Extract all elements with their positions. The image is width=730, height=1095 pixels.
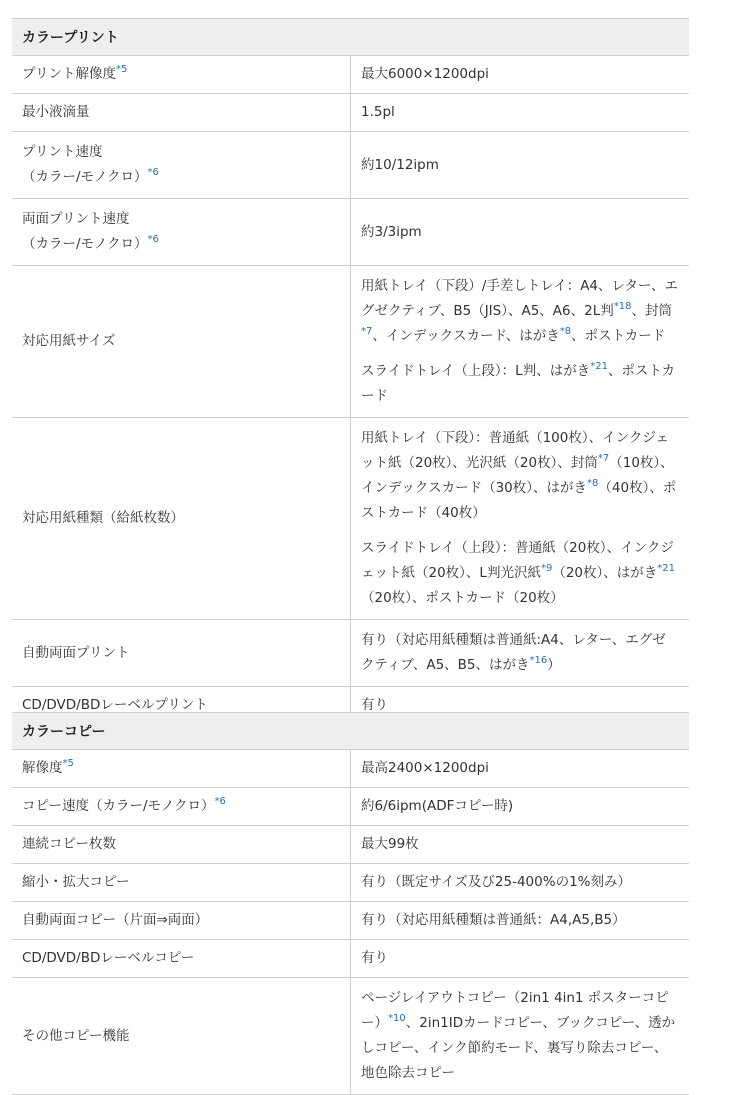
footnote-link[interactable]: *21 (590, 361, 608, 372)
table-row (12, 132, 689, 199)
footnote-link[interactable]: *21 (657, 563, 675, 574)
row-value: 最高2400×1200dpi (351, 750, 690, 788)
table-row (12, 978, 689, 1095)
row-label: コピー速度（カラー/モノクロ）$^{*6}$ (12, 788, 351, 826)
footnote-link[interactable]: *7 (361, 326, 373, 337)
section-header-color-print: カラープリント (12, 19, 689, 56)
table-row (12, 750, 689, 788)
value-paragraph: 用紙トレイ（下段）/手差しトレイ：A4、レター、エグゼクティブ、B5（JIS）、A5、A6、2L判$^{*18}$、封筒$^{*7}$、インデックスカード、はがき$^{*8}$、ポストカード (361, 278, 678, 344)
row-label: 最小液滴量 (12, 94, 351, 132)
row-value: 有り（対応用紙種類は普通紙：A4,A5,B5） (351, 902, 690, 940)
row-label: 自動両面コピー（片面⇒両面） (12, 902, 351, 940)
row-value: 有り（対応用紙種類は普通紙:A4、レター、エグゼクティブ、A5、B5、はがき$^{*16}$） (351, 620, 690, 687)
table-row (12, 94, 689, 132)
table-row (12, 826, 689, 864)
row-label (12, 132, 351, 199)
row-value: 約6/6ipm(ADFコピー時) (351, 788, 690, 826)
footnote-link[interactable]: *5 (115, 64, 128, 75)
footnote-link[interactable]: *9 (540, 563, 553, 574)
row-label-text: プリント解像度 (22, 66, 116, 82)
row-label-line: （カラー/モノクロ） (22, 236, 148, 252)
footnote-link[interactable]: *6 (147, 167, 159, 178)
row-label (12, 199, 351, 266)
row-label: 対応用紙種類（給紙枚数） (12, 418, 351, 620)
footnote-link[interactable]: *18 (613, 301, 632, 312)
row-label: 連続コピー枚数 (12, 826, 351, 864)
row-value: 有り（既定サイズ及び25-400%の1%刻み） (351, 864, 690, 902)
row-value: 約3/3ipm (351, 199, 690, 266)
row-value: 約10/12ipm (351, 132, 690, 199)
footnote-link[interactable]: *16 (529, 655, 548, 666)
row-label: CD/DVD/BDレーベルコピー (12, 940, 351, 978)
footnote-link[interactable]: *7 (597, 453, 610, 464)
table-row (12, 56, 689, 94)
row-label: 縮小・拡大コピー (12, 864, 351, 902)
row-label: 対応用紙サイズ (12, 266, 351, 418)
row-value: 最大6000×1200dpi (351, 56, 690, 94)
row-label (12, 56, 351, 94)
table-row (12, 199, 689, 266)
row-label: CD/DVD/BDレーベルプリント (12, 687, 351, 725)
section-header-row (12, 19, 689, 56)
row-value: 有り (351, 940, 690, 978)
row-value: 有り (351, 687, 690, 725)
row-label-line: プリント速度 (22, 144, 103, 160)
footnote-link[interactable]: *10 (388, 1013, 406, 1024)
table-row (12, 266, 689, 418)
table-row (12, 418, 689, 620)
value-paragraph: スライドトレイ（上段）：普通紙（20枚）、インクジェット紙（20枚）、L判光沢紙$^{*9}$（20枚）、はがき$^{*21}$（20枚）、ポストカード（20枚） (361, 540, 675, 606)
table-row (12, 940, 689, 978)
row-value (351, 418, 690, 620)
table-row (12, 864, 689, 902)
table-row (12, 788, 689, 826)
row-label: 自動両面プリント (12, 620, 351, 687)
footnote-link[interactable]: *8 (587, 478, 599, 489)
row-label: 解像度$^{*5}$ (12, 750, 351, 788)
footnote-link[interactable]: *5 (62, 758, 74, 769)
row-label-line: （カラー/モノクロ） (22, 169, 148, 185)
color-copy-spec-table (12, 712, 689, 1095)
value-paragraph: 用紙トレイ（下段）：普通紙（100枚）、インクジェット紙（20枚）、光沢紙（20枚）、封筒$^{*7}$（10枚）、インデックスカード（30枚）、はがき$^{*8}$（40枚）、ポストカード（40枚） (361, 430, 677, 521)
row-value: 最大99枚 (351, 826, 690, 864)
row-value (351, 266, 690, 418)
color-print-spec-table (12, 18, 689, 725)
footnote-link[interactable]: *6 (214, 796, 226, 807)
row-value: 1.5pl (351, 94, 690, 132)
value-paragraph: スライドトレイ（上段）：L判、はがき$^{*21}$、ポストカード (361, 361, 676, 404)
section-header-color-copy: カラーコピー (12, 713, 689, 750)
row-label: その他コピー機能 (12, 978, 351, 1095)
row-label-line: 両面プリント速度 (22, 211, 130, 227)
footnote-link[interactable]: *8 (559, 326, 572, 337)
row-value: ページレイアウトコピー（2in1 4in1 ポスターコピー）$^{*10}$、2in1IDカードコピー、ブックコピー、透かしコピー、インク節約モード、裏写り除去コピー、地色除去コピー (351, 978, 690, 1095)
table-row (12, 620, 689, 687)
footnote-link[interactable]: *6 (147, 234, 159, 245)
section-header-row (12, 713, 689, 750)
table-row (12, 902, 689, 940)
